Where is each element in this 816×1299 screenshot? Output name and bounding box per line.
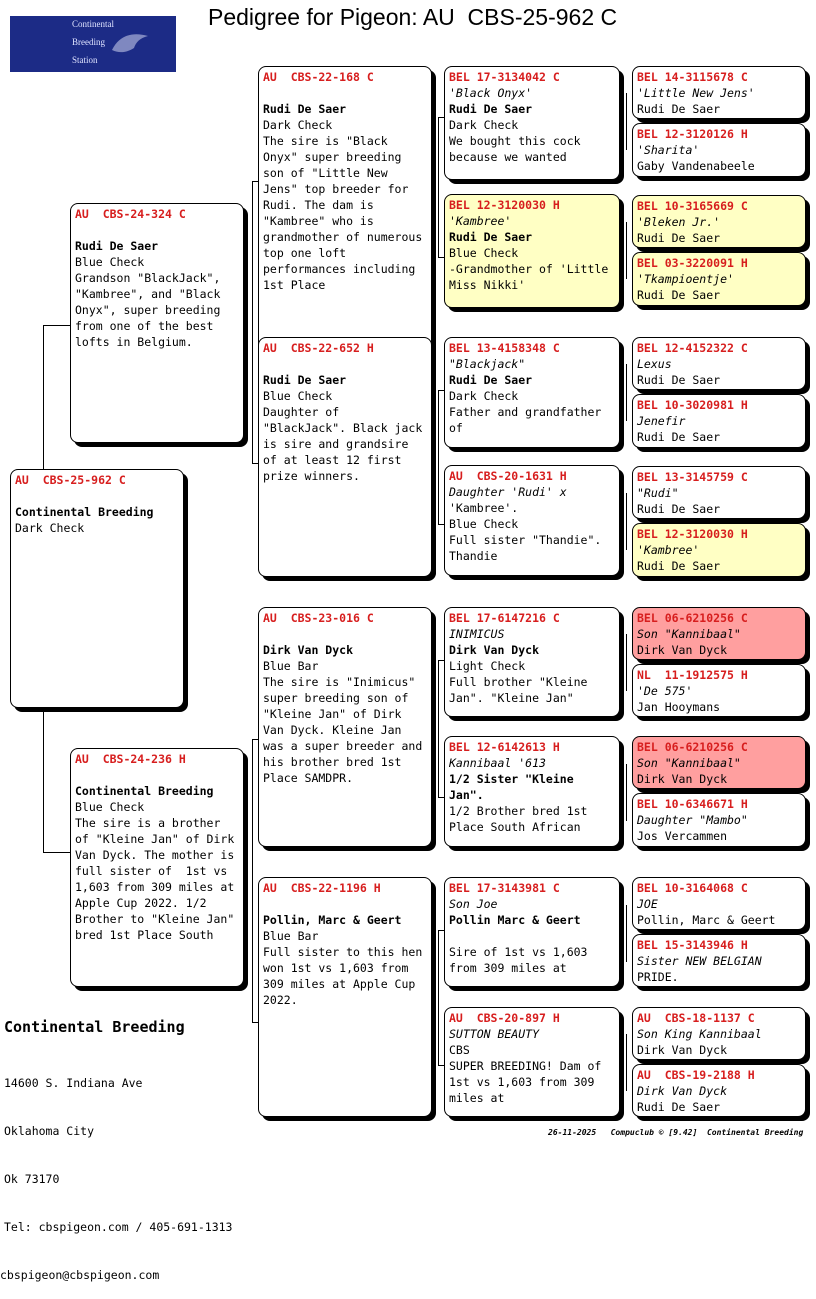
note: The sire is a brother of "Kleine Jan" of Dirk Van Dyck. The mother is full sister of 1st vs 1,603 from 309 miles at Apple Cup 2022. 1/2 Brother to "Kleine Jan" bred 1st Place South [75, 816, 242, 942]
connector [626, 93, 627, 150]
ring-number: AU CBS-20-1631 H [449, 469, 567, 483]
owner: Dirk Van Dyck [263, 643, 354, 657]
color: Light Check [449, 659, 526, 673]
breeder-name: Continental Breeding [4, 1018, 185, 1036]
owner: Pollin, Marc & Geert [637, 913, 776, 927]
owner: CBS [449, 1043, 470, 1057]
pigeon-name: Lexus [637, 357, 672, 371]
pigeon-name: Daughter 'Rudi' x [449, 485, 567, 499]
g4-card[interactable] [632, 466, 806, 519]
great-grandparent-card[interactable] [444, 1007, 620, 1117]
ring-number: BEL 12-6142613 H [449, 740, 560, 754]
color: Blue Check [449, 517, 519, 531]
ring-number: BEL 12-3120030 H [449, 198, 560, 212]
pigeon-name: Son King Kannibaal [637, 1027, 762, 1041]
pigeon-logo-icon [110, 30, 150, 56]
connector [438, 660, 439, 797]
great-grandparent-card[interactable] [444, 607, 620, 717]
color: Blue Check [75, 800, 145, 814]
pigeon-name: 'Sharita' [637, 143, 700, 157]
g4-card[interactable] [632, 195, 806, 248]
connector [438, 117, 439, 257]
ring-number: AU CBS-22-652 H [263, 341, 374, 355]
color: Blue Check [263, 389, 333, 403]
email: cbspigeon@cbspigeon.com [0, 1268, 160, 1282]
ring-number: AU CBS-25-962 C [15, 473, 126, 487]
connector [626, 222, 627, 279]
owner: 'Kambree'. [449, 501, 519, 515]
pigeon-name: Jenefir [637, 414, 686, 428]
address-line-1: 14600 S. Indiana Ave [4, 1076, 143, 1090]
note: -Grandmother of 'Little Miss Nikki' [449, 262, 616, 292]
note: Father and grandfather of [449, 405, 609, 435]
pigeon-name: 'Bleken Jr.' [637, 215, 721, 229]
g4-card[interactable] [632, 607, 806, 660]
owner: Rudi De Saer [637, 288, 721, 302]
owner: Dirk Van Dyck [637, 643, 728, 657]
logo-line-1: Continental [72, 19, 114, 29]
ring-number: BEL 06-6210256 C [637, 740, 748, 754]
g4-card[interactable] [632, 1064, 806, 1117]
note: Full sister "Thandie". Thandie [449, 533, 609, 563]
owner: Rudi De Saer [637, 1100, 721, 1114]
owner: Pollin Marc & Geert [449, 913, 581, 927]
great-grandparent-card[interactable] [444, 877, 620, 987]
pigeon-name: 'Tkampioentje' [637, 272, 734, 286]
ring-number: BEL 15-3143946 H [637, 938, 748, 952]
owner: Rudi De Saer [449, 102, 533, 116]
owner: Rudi De Saer [637, 373, 721, 387]
g4-card[interactable] [632, 877, 806, 930]
pigeon-name: Dirk Van Dyck [637, 1084, 728, 1098]
g4-card[interactable] [632, 523, 806, 577]
ring-number: BEL 06-6210256 C [637, 611, 748, 625]
ring-number: BEL 10-3164068 C [637, 881, 748, 895]
owner: Rudi De Saer [637, 430, 721, 444]
pigeon-name: 'Kambree' [449, 214, 512, 228]
connector [626, 364, 627, 421]
owner: Jan Hooymans [637, 700, 721, 714]
color: Blue Check [449, 246, 519, 260]
owner: Rudi De Saer [449, 373, 533, 387]
g4-card[interactable] [632, 394, 806, 448]
g4-card[interactable] [632, 793, 806, 847]
owner: Dirk Van Dyck [637, 772, 728, 786]
owner: Rudi De Saer [637, 231, 721, 245]
telephone: Tel: cbspigeon.com / 405-691-1313 [4, 1220, 233, 1234]
owner: Pollin, Marc & Geert [263, 913, 402, 927]
ring-number: AU CBS-19-2188 H [637, 1068, 755, 1082]
owner: Rudi De Saer [449, 230, 533, 244]
print-stamp: 26-11-2025 Compuclub © [9.42] Continental Breeding [548, 1128, 804, 1137]
pigeon-name: INIMICUS [449, 627, 505, 641]
g4-card[interactable] [632, 337, 806, 390]
connector [626, 764, 627, 821]
ring-number: NL 11-1912575 H [637, 668, 748, 682]
great-grandparent-card[interactable] [444, 337, 620, 448]
pigeon-name: Son Joe [449, 897, 498, 911]
owner: Rudi De Saer [263, 102, 347, 116]
owner: 1/2 Sister "Kleine Jan". [449, 772, 574, 802]
dam-dam-card[interactable] [258, 877, 432, 1117]
ring-number: AU CBS-18-1137 C [637, 1011, 755, 1025]
great-grandparent-card[interactable] [444, 66, 620, 180]
g4-card[interactable] [632, 934, 806, 987]
note: Full brother "Kleine Jan". "Kleine Jan" [449, 675, 595, 705]
color: Blue Check [75, 255, 145, 269]
color: Blue Bar [263, 659, 319, 673]
ring-number: BEL 14-3115678 C [637, 70, 748, 84]
logo-line-3: Station [72, 55, 98, 65]
ring-number: BEL 12-3120030 H [637, 527, 748, 541]
note: Daughter of "BlackJack". Black jack is sire and grandsire of at least 12 first prize winners. [263, 405, 430, 483]
sire-card[interactable] [70, 203, 244, 443]
ring-number: BEL 13-4158348 C [449, 341, 560, 355]
owner: PRIDE. [637, 970, 679, 984]
great-grandparent-card[interactable] [444, 194, 620, 308]
ring-number: BEL 12-3120126 H [637, 127, 748, 141]
ring-number: BEL 12-4152322 C [637, 341, 748, 355]
subject-pigeon-card[interactable] [10, 469, 184, 708]
g4-card[interactable] [632, 252, 806, 306]
ring-number: BEL 17-6147216 C [449, 611, 560, 625]
logo-line-2: Breeding [72, 37, 105, 47]
pigeon-name: 'Black Onyx' [449, 86, 533, 100]
connector [252, 181, 253, 463]
ring-number: BEL 17-3134042 C [449, 70, 560, 84]
ring-number: AU CBS-22-168 C [263, 70, 374, 84]
owner: Rudi De Saer [637, 559, 721, 573]
note: The sire is "Inimicus" super breeding son of "Kleine Jan" of Dirk Van Dyck. Kleine Jan was a super breeder and his brother bred 1st Place SAMDPR. [263, 675, 430, 785]
pigeon-name: SUTTON BEAUTY [449, 1027, 540, 1041]
note: 1/2 Brother bred 1st Place South African [449, 804, 595, 834]
ring-number: AU CBS-22-1196 H [263, 881, 381, 895]
breeder-contact [0, 1043, 233, 1299]
g4-card[interactable] [632, 664, 806, 717]
connector [626, 493, 627, 550]
ring-number: BEL 10-6346671 H [637, 797, 748, 811]
pigeon-name: Son "Kannibaal" [637, 627, 741, 641]
ring-number: BEL 13-3145759 C [637, 470, 748, 484]
pigeon-name: Son "Kannibaal" [637, 756, 741, 770]
ring-number: AU CBS-24-324 C [75, 207, 186, 221]
g4-card[interactable] [632, 736, 806, 789]
note: Sire of 1st vs 1,603 from 309 miles at [449, 945, 595, 975]
ring-number: AU CBS-20-897 H [449, 1011, 560, 1025]
owner: Jos Vercammen [637, 829, 728, 843]
g4-card[interactable] [632, 66, 806, 119]
pigeon-name: JOE [637, 897, 658, 911]
great-grandparent-card[interactable] [444, 736, 620, 847]
address-line-2: Oklahoma City [4, 1124, 95, 1138]
owner: Continental Breeding [75, 784, 214, 798]
connector [438, 930, 439, 1065]
pigeon-name: Kannibaal '613 [449, 756, 546, 770]
pigeon-name: 'Little New Jens' [637, 86, 755, 100]
g4-card[interactable] [632, 123, 806, 177]
owner: Dirk Van Dyck [637, 1043, 728, 1057]
dam-sire-card[interactable] [258, 607, 432, 847]
ring-number: BEL 17-3143981 C [449, 881, 560, 895]
color: Dark Check [449, 389, 519, 403]
pigeon-name: Sister NEW BELGIAN [637, 954, 762, 968]
great-grandparent-card[interactable] [444, 465, 620, 576]
ring-number: BEL 10-3020981 H [637, 398, 748, 412]
g4-card[interactable] [632, 1007, 806, 1060]
connector [43, 325, 70, 326]
color: Dark Check [15, 521, 85, 535]
connector [626, 634, 627, 691]
connector [43, 852, 70, 853]
note: The sire is "Black Onyx" super breeding son of "Little New Jens" top breeder for Rudi. The dam is "Kambree" who is grandmother of numerous top one loft performances including 1st Place [263, 134, 430, 292]
color: Dark Check [263, 118, 333, 132]
connector [626, 1034, 627, 1091]
note: We bought this cock because we wanted [449, 134, 588, 164]
owner: Rudi De Saer [637, 502, 721, 516]
ring-number: BEL 10-3165669 C [637, 199, 748, 213]
connector [438, 390, 439, 524]
owner: Rudi De Saer [637, 102, 721, 116]
owner: Dirk Van Dyck [449, 643, 540, 657]
note: SUPER BREEDING! Dam of 1st vs 1,603 from 309 miles at [449, 1059, 609, 1105]
ring-number: AU CBS-23-016 C [263, 611, 374, 625]
dam-card[interactable] [70, 748, 244, 987]
owner: Continental Breeding [15, 505, 154, 519]
sire-dam-card[interactable] [258, 337, 432, 577]
owner: Rudi De Saer [75, 239, 159, 253]
address-line-3: Ok 73170 [4, 1172, 60, 1186]
pigeon-name: "Blackjack" [449, 357, 526, 371]
pigeon-name: Daughter "Mambo" [637, 813, 748, 827]
logo [10, 16, 176, 72]
note: Grandson "BlackJack", "Kambree", and "Black Onyx", super breeding from one of the best lofts in Belgium. [75, 271, 228, 349]
connector [626, 905, 627, 962]
pigeon-name: 'Kambree' [637, 543, 700, 557]
pigeon-name: "Rudi" [637, 486, 679, 500]
connector [252, 739, 253, 1022]
pigeon-name: 'De 575' [637, 684, 693, 698]
ring-number: AU CBS-24-236 H [75, 752, 186, 766]
owner: Gaby Vandenabeele [637, 159, 755, 173]
note: Full sister to this hen won 1st vs 1,603 from 309 miles at Apple Cup 2022. [263, 945, 430, 1007]
color: Dark Check [449, 118, 519, 132]
owner: Rudi De Saer [263, 373, 347, 387]
page-title: Pedigree for Pigeon: AU CBS-25-962 C [208, 4, 618, 30]
ring-number: BEL 03-3220091 H [637, 256, 748, 270]
color: Blue Bar [263, 929, 319, 943]
